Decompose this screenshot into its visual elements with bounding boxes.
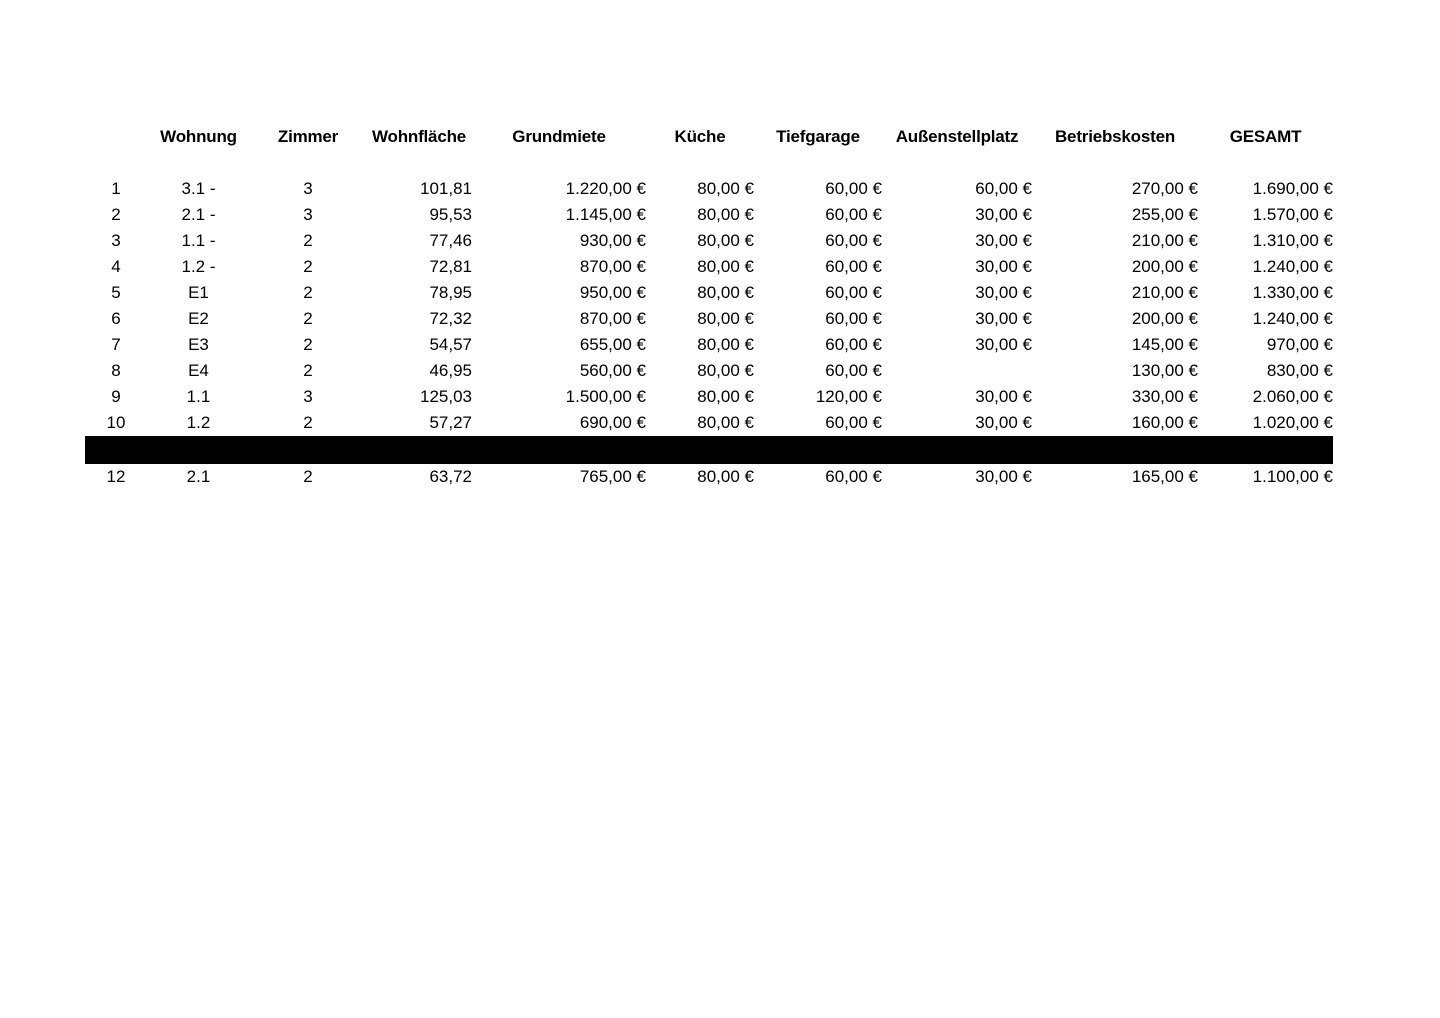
table-row: [85, 228, 1333, 254]
cell-row-number: 7: [111, 335, 121, 354]
cell-betriebskosten: 210,00 €: [1131, 283, 1198, 302]
cell-grundmiete: 690,00 €: [579, 413, 646, 432]
cell-zimmer: 2: [303, 361, 313, 380]
cell-zimmer: 2: [303, 257, 313, 276]
cell-betriebskosten: 165,00 €: [1131, 467, 1198, 486]
cell-grundmiete: 1.500,00 €: [565, 387, 646, 406]
cell-grundmiete: 950,00 €: [579, 283, 646, 302]
cell-row-number: 3: [111, 231, 121, 250]
column-header-kueche: Küche: [674, 127, 726, 146]
redacted-cell: [85, 436, 1333, 464]
cell-wohnflaeche: 95,53: [429, 205, 472, 224]
cell-kueche: 80,00 €: [697, 231, 754, 250]
cell-zimmer: 3: [303, 179, 313, 198]
cell-kueche: 80,00 €: [697, 467, 754, 486]
cell-wohnflaeche: 57,27: [429, 413, 472, 432]
cell-row-number: 1: [111, 179, 121, 198]
cell-kueche: 80,00 €: [697, 205, 754, 224]
cell-tiefgarage: 60,00 €: [825, 361, 882, 380]
cell-wohnflaeche: 72,81: [429, 257, 472, 276]
cell-gesamt: 1.020,00 €: [1252, 413, 1333, 432]
table-row: [85, 358, 1333, 384]
cell-tiefgarage: 60,00 €: [825, 309, 882, 328]
column-header-wohnung: Wohnung: [160, 127, 237, 146]
cell-wohnung: 2.1: [186, 467, 211, 486]
cell-betriebskosten: 160,00 €: [1131, 413, 1198, 432]
cell-aussenstellplatz: 30,00 €: [975, 257, 1032, 276]
cell-wohnflaeche: 46,95: [429, 361, 472, 380]
cell-row-number: 12: [106, 467, 126, 486]
cell-tiefgarage: 60,00 €: [825, 205, 882, 224]
cell-row-number: 8: [111, 361, 121, 380]
cell-betriebskosten: 330,00 €: [1131, 387, 1198, 406]
cell-gesamt: 1.240,00 €: [1252, 257, 1333, 276]
cell-wohnflaeche: 125,03: [420, 387, 472, 406]
cell-tiefgarage: 60,00 €: [825, 467, 882, 486]
table-row: [85, 306, 1333, 332]
cell-wohnflaeche: 72,32: [429, 309, 472, 328]
cell-kueche: 80,00 €: [697, 179, 754, 198]
cell-wohnung: 3.1 -: [181, 179, 216, 198]
cell-zimmer: 3: [303, 205, 313, 224]
cell-gesamt: 1.310,00 €: [1252, 231, 1333, 250]
column-header-betriebskosten: Betriebskosten: [1054, 127, 1176, 146]
cell-wohnung: E1: [188, 283, 209, 302]
cell-gesamt: 970,00 €: [1266, 335, 1333, 354]
cell-gesamt: 1.330,00 €: [1252, 283, 1333, 302]
cell-row-number: 5: [111, 283, 121, 302]
table-row: [85, 384, 1333, 410]
table-row: [85, 280, 1333, 306]
cell-grundmiete: 655,00 €: [579, 335, 646, 354]
cell-wohnflaeche: 101,81: [420, 179, 472, 198]
cell-aussenstellplatz: 30,00 €: [975, 413, 1032, 432]
cell-aussenstellplatz: 30,00 €: [975, 205, 1032, 224]
cell-aussenstellplatz: 30,00 €: [975, 283, 1032, 302]
cell-aussenstellplatz: [882, 358, 1032, 384]
redaction-bar: [85, 436, 1333, 464]
table-header-row: [85, 124, 1333, 150]
cell-wohnung: E4: [188, 361, 209, 380]
cell-gesamt: 1.100,00 €: [1252, 467, 1333, 486]
cell-zimmer: 2: [303, 231, 313, 250]
cell-grundmiete: 765,00 €: [579, 467, 646, 486]
spacer-cell: [85, 150, 1333, 176]
cell-grundmiete: 1.145,00 €: [565, 205, 646, 224]
cell-wohnung: 1.1 -: [181, 231, 216, 250]
table-row: [85, 202, 1333, 228]
cell-row-number: 6: [111, 309, 121, 328]
cell-aussenstellplatz: 60,00 €: [975, 179, 1032, 198]
cell-gesamt: 1.240,00 €: [1252, 309, 1333, 328]
cell-aussenstellplatz: 30,00 €: [975, 231, 1032, 250]
cell-kueche: 80,00 €: [697, 309, 754, 328]
cell-tiefgarage: 60,00 €: [825, 283, 882, 302]
cell-kueche: 80,00 €: [697, 335, 754, 354]
cell-tiefgarage: 60,00 €: [825, 335, 882, 354]
cell-grundmiete: 870,00 €: [579, 257, 646, 276]
cell-wohnflaeche: 77,46: [429, 231, 472, 250]
cell-tiefgarage: 60,00 €: [825, 413, 882, 432]
cell-row-number: 2: [111, 205, 121, 224]
cell-aussenstellplatz: 30,00 €: [975, 309, 1032, 328]
cell-gesamt: 830,00 €: [1266, 361, 1333, 380]
cell-tiefgarage: 60,00 €: [825, 231, 882, 250]
cell-grundmiete: 870,00 €: [579, 309, 646, 328]
column-header-wohnflaeche: Wohnfläche: [371, 127, 467, 146]
column-header-row-number: [85, 124, 147, 150]
cell-gesamt: 2.060,00 €: [1252, 387, 1333, 406]
column-header-grundmiete: Grundmiete: [512, 127, 606, 146]
cell-kueche: 80,00 €: [697, 413, 754, 432]
table-row: [85, 332, 1333, 358]
cell-zimmer: 3: [303, 387, 313, 406]
cell-kueche: 80,00 €: [697, 361, 754, 380]
cell-zimmer: 2: [303, 309, 313, 328]
cell-gesamt: 1.570,00 €: [1252, 205, 1333, 224]
cell-kueche: 80,00 €: [697, 283, 754, 302]
column-header-zimmer: Zimmer: [277, 127, 339, 146]
cell-wohnung: 1.1: [186, 387, 211, 406]
cell-kueche: 80,00 €: [697, 387, 754, 406]
rent-table: [85, 124, 1333, 490]
cell-row-number: 9: [111, 387, 121, 406]
cell-kueche: 80,00 €: [697, 257, 754, 276]
cell-betriebskosten: 145,00 €: [1131, 335, 1198, 354]
cell-betriebskosten: 200,00 €: [1131, 309, 1198, 328]
cell-betriebskosten: 270,00 €: [1131, 179, 1198, 198]
table-row: [85, 176, 1333, 202]
cell-wohnung: E3: [188, 335, 209, 354]
cell-grundmiete: 560,00 €: [579, 361, 646, 380]
cell-betriebskosten: 200,00 €: [1131, 257, 1198, 276]
cell-wohnflaeche: 54,57: [429, 335, 472, 354]
cell-wohnung: 2.1 -: [181, 205, 216, 224]
cell-aussenstellplatz: 30,00 €: [975, 335, 1032, 354]
table-row: [85, 254, 1333, 280]
cell-aussenstellplatz: 30,00 €: [975, 467, 1032, 486]
cell-wohnung: 1.2: [186, 413, 211, 432]
cell-betriebskosten: 210,00 €: [1131, 231, 1198, 250]
table-row: [85, 410, 1333, 436]
cell-tiefgarage: 120,00 €: [815, 387, 882, 406]
cell-zimmer: 2: [303, 335, 313, 354]
cell-grundmiete: 1.220,00 €: [565, 179, 646, 198]
cell-zimmer: 2: [303, 413, 313, 432]
cell-wohnflaeche: 63,72: [429, 467, 472, 486]
column-header-aussenstellplatz: Außenstellplatz: [895, 127, 1019, 146]
cell-zimmer: 2: [303, 283, 313, 302]
spacer-row: [85, 150, 1333, 176]
cell-wohnflaeche: 78,95: [429, 283, 472, 302]
column-header-gesamt: GESAMT: [1229, 127, 1302, 146]
cell-tiefgarage: 60,00 €: [825, 179, 882, 198]
redacted-table-row: [85, 436, 1333, 464]
table-row: [85, 464, 1333, 490]
cell-row-number: 4: [111, 257, 121, 276]
column-header-tiefgarage: Tiefgarage: [776, 127, 860, 146]
cell-tiefgarage: 60,00 €: [825, 257, 882, 276]
cell-row-number: 10: [106, 413, 126, 432]
cell-zimmer: 2: [303, 467, 313, 486]
cell-betriebskosten: 255,00 €: [1131, 205, 1198, 224]
cell-aussenstellplatz: 30,00 €: [975, 387, 1032, 406]
cell-wohnung: 1.2 -: [181, 257, 216, 276]
cell-gesamt: 1.690,00 €: [1252, 179, 1333, 198]
cell-wohnung: E2: [188, 309, 209, 328]
cell-betriebskosten: 130,00 €: [1131, 361, 1198, 380]
cell-grundmiete: 930,00 €: [579, 231, 646, 250]
